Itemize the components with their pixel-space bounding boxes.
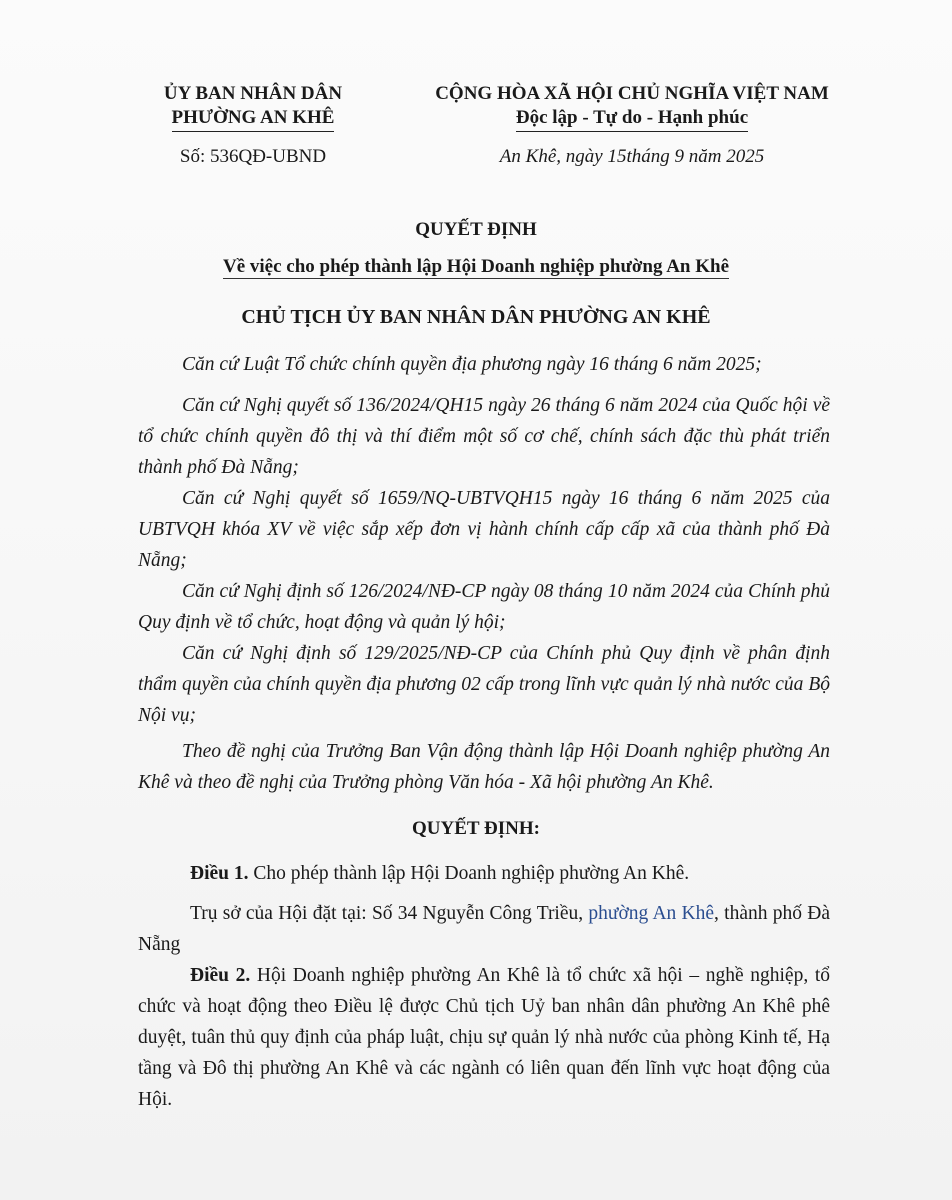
issuing-authority: CHỦ TỊCH ỦY BAN NHÂN DÂN PHƯỜNG AN KHÊ [241, 306, 711, 328]
place-and-date: An Khê, ngày 15tháng 9 năm 2025 [499, 146, 765, 167]
agency-name-line1: ỦY BAN NHÂN DÂN [163, 83, 343, 104]
issuing-agency-block [148, 82, 358, 169]
hq-prefix: Trụ sở của Hội đặt tại: Số 34 Nguyễn Công Triều, [190, 903, 589, 924]
national-header-block [412, 82, 852, 169]
article-1-label: Điều 1. [190, 863, 249, 884]
document-type-heading: QUYẾT ĐỊNH [415, 219, 537, 240]
agency-name-line2: PHƯỜNG AN KHÊ [172, 106, 335, 132]
legal-basis-4: Căn cứ Nghị định số 126/2024/NĐ-CP ngày 08 tháng 10 năm 2024 của Chính phủ Quy định về tổ chức, hoạt động và quản lý hội; [138, 581, 830, 633]
national-motto: Độc lập - Tự do - Hạnh phúc [516, 106, 748, 132]
legal-basis-5: Căn cứ Nghị định số 129/2025/NĐ-CP của Chính phủ Quy định về phân định thẩm quyền của chính quyền địa phương 02 cấp trong lĩnh vực quản lý nhà nước của Bộ Nội vụ; [138, 643, 830, 726]
article-2-text: Hội Doanh nghiệp phường An Khê là tổ chức xã hội – nghề nghiệp, tổ chức và hoạt động theo Điều lệ được Chủ tịch Uỷ ban nhân dân phường An Khê phê duyệt, tuân thủ quy định của pháp luật, chịu sự quản lý nhà nước của phòng Kinh tế, Hạ tầng và Đô thị phường An Khê và các ngành có liên quan đến lĩnh vực hoạt động của Hội. [138, 965, 830, 1110]
hq-suffix: , thành phố Đà Nẵng [138, 903, 830, 955]
nation-name: CỘNG HÒA XÃ HỘI CHỦ NGHĨA VIỆT NAM [435, 83, 829, 104]
article-2 [138, 960, 830, 1115]
article-1-text: Cho phép thành lập Hội Doanh nghiệp phường An Khê. [248, 863, 690, 884]
legal-basis-1: Căn cứ Luật Tổ chức chính quyền địa phương ngày 16 tháng 6 năm 2025; [182, 354, 762, 375]
article-2-label: Điều 2. [190, 965, 251, 986]
headquarters-address [138, 898, 830, 960]
document-number: Số: 536QĐ-UBND [179, 146, 327, 167]
legal-basis-2: Căn cứ Nghị quyết số 136/2024/QH15 ngày 26 tháng 6 năm 2024 của Quốc hội về tổ chức chính quyền đô thị và thí điểm một số cơ chế, chính sách đặc thù phát triển thành phố Đà Nẵng; [138, 395, 830, 478]
document-subject: Về việc cho phép thành lập Hội Doanh nghiệp phường An Khê [222, 256, 730, 277]
decision-heading: QUYẾT ĐỊNH: [412, 818, 540, 839]
article-1 [138, 858, 830, 889]
hq-ward-link[interactable]: phường An Khê [588, 903, 715, 924]
proposal-basis: Theo đề nghị của Trưởng Ban Vận động thành lập Hội Doanh nghiệp phường An Khê và theo đề nghị của Trưởng phòng Văn hóa - Xã hội phường An Khê. [138, 741, 830, 793]
legal-basis-3: Căn cứ Nghị quyết số 1659/NQ-UBTVQH15 ngày 16 tháng 6 năm 2025 của UBTVQH khóa XV về việc sắp xếp đơn vị hành chính cấp cấp xã của thành phố Đà Nẵng; [138, 488, 830, 571]
